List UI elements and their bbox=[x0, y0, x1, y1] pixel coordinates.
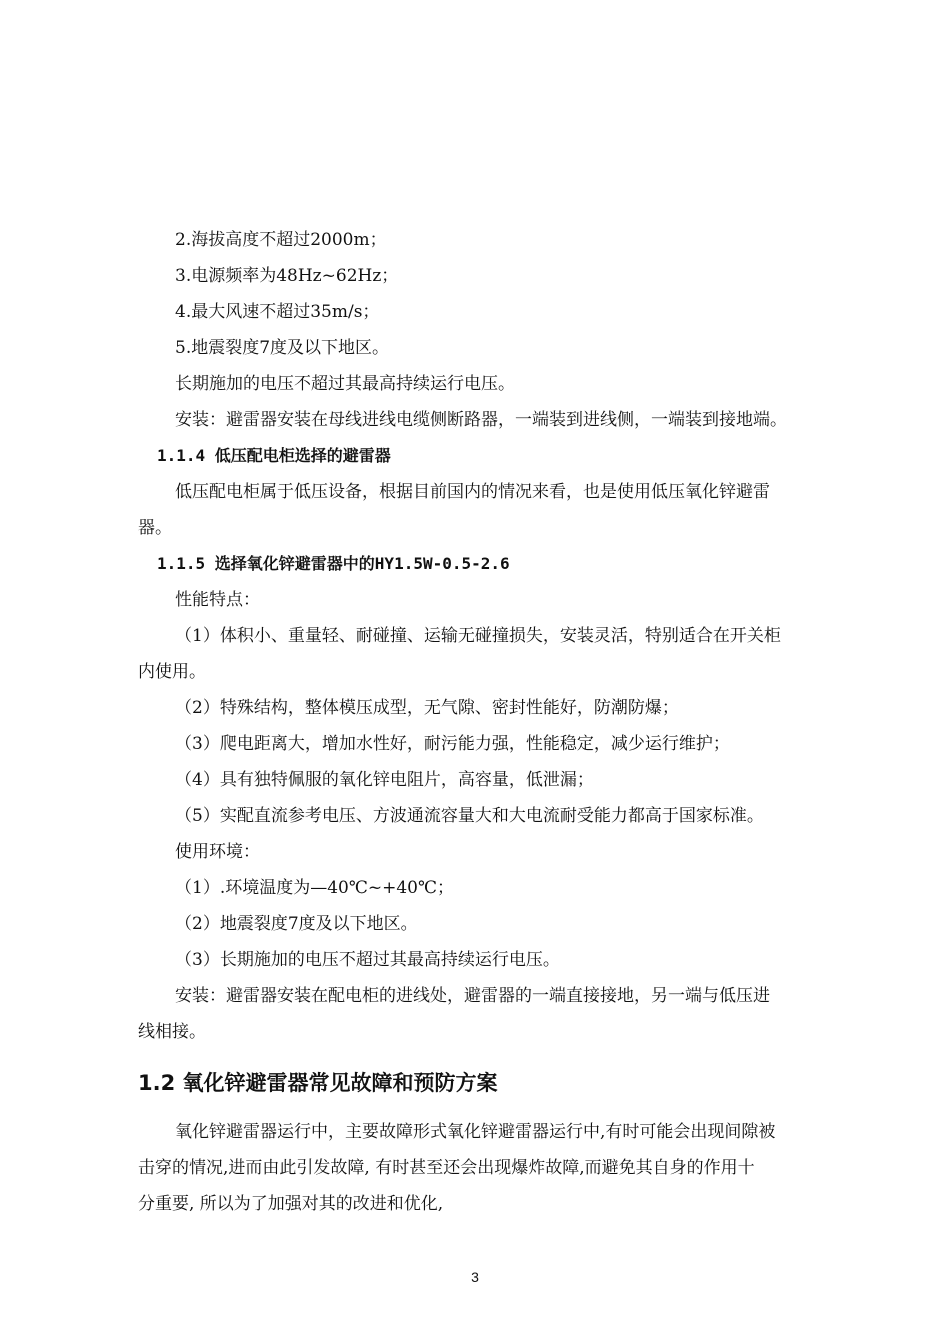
section-1-2-title: 1.2 氧化锌避雷器常见故障和预防方案 bbox=[138, 1071, 498, 1095]
env-item-3: （3）长期施加的电压不超过其最高持续运行电压。 bbox=[175, 950, 560, 970]
env-item-2: （2）地震裂度7度及以下地区。 bbox=[175, 914, 418, 934]
section-1-2-para-line3: 分重要, 所以为了加强对其的改进和优化, bbox=[138, 1194, 444, 1214]
env-item-wind: 4.最大风速不超过35m/s； bbox=[175, 302, 380, 322]
perf-item-1-line1: （1）体积小、重量轻、耐碰撞、运输无碰撞损失，安装灵活，特别适合在开关柜 bbox=[175, 626, 781, 646]
section-1-2-para-line1: 氧化锌避雷器运行中，主要故障形式氧化锌避雷器运行中,有时可能会出现间隙被 bbox=[175, 1122, 776, 1142]
install-line2: 线相接。 bbox=[138, 1022, 206, 1042]
env-item-voltage: 长期施加的电压不超过其最高持续运行电压。 bbox=[175, 374, 515, 394]
env-item-altitude: 2.海拔高度不超过2000m； bbox=[175, 230, 387, 250]
perf-item-4: （4）具有独特佩服的氧化锌电阻片，高容量，低泄漏； bbox=[175, 770, 594, 790]
section-1-1-4-para-line2: 器。 bbox=[138, 518, 172, 538]
perf-item-3: （3）爬电距离大，增加水性好，耐污能力强，性能稳定，减少运行维护； bbox=[175, 734, 730, 754]
perf-label: 性能特点： bbox=[175, 590, 260, 610]
perf-item-5: （5）实配直流参考电压、方波通流容量大和大电流耐受能力都高于国家标准。 bbox=[175, 806, 764, 826]
section-1-1-5-title: 1.1.5 选择氧化锌避雷器中的HY1.5W-0.5-2.6 bbox=[157, 554, 510, 573]
perf-item-2: （2）特殊结构，整体模压成型，无气隙、密封性能好，防潮防爆； bbox=[175, 698, 679, 718]
env-item-seismic: 5.地震裂度7度及以下地区。 bbox=[175, 338, 390, 358]
perf-item-1-line2: 内使用。 bbox=[138, 662, 206, 682]
section-1-1-4-para-line1: 低压配电柜属于低压设备，根据目前国内的情况来看，也是使用低压氧化锌避雷 bbox=[175, 482, 770, 502]
install-line1: 安装：避雷器安装在配电柜的进线处，避雷器的一端直接接地，另一端与低压进 bbox=[175, 986, 770, 1006]
env-label: 使用环境： bbox=[175, 842, 260, 862]
section-1-1-4-title: 1.1.4 低压配电柜选择的避雷器 bbox=[157, 446, 391, 465]
env-item-install: 安装：避雷器安装在母线进线电缆侧断路器，一端装到进线侧，一端装到接地端。 bbox=[175, 410, 787, 430]
env-item-1: （1）.环境温度为—40℃~+40℃； bbox=[175, 878, 455, 898]
page-number: 3 bbox=[471, 1269, 479, 1285]
env-item-frequency: 3.电源频率为48Hz~62Hz； bbox=[175, 266, 399, 286]
section-1-2-para-line2: 击穿的情况,进而由此引发故障, 有时甚至还会出现爆炸故障,而避免其自身的作用十 bbox=[138, 1158, 755, 1178]
